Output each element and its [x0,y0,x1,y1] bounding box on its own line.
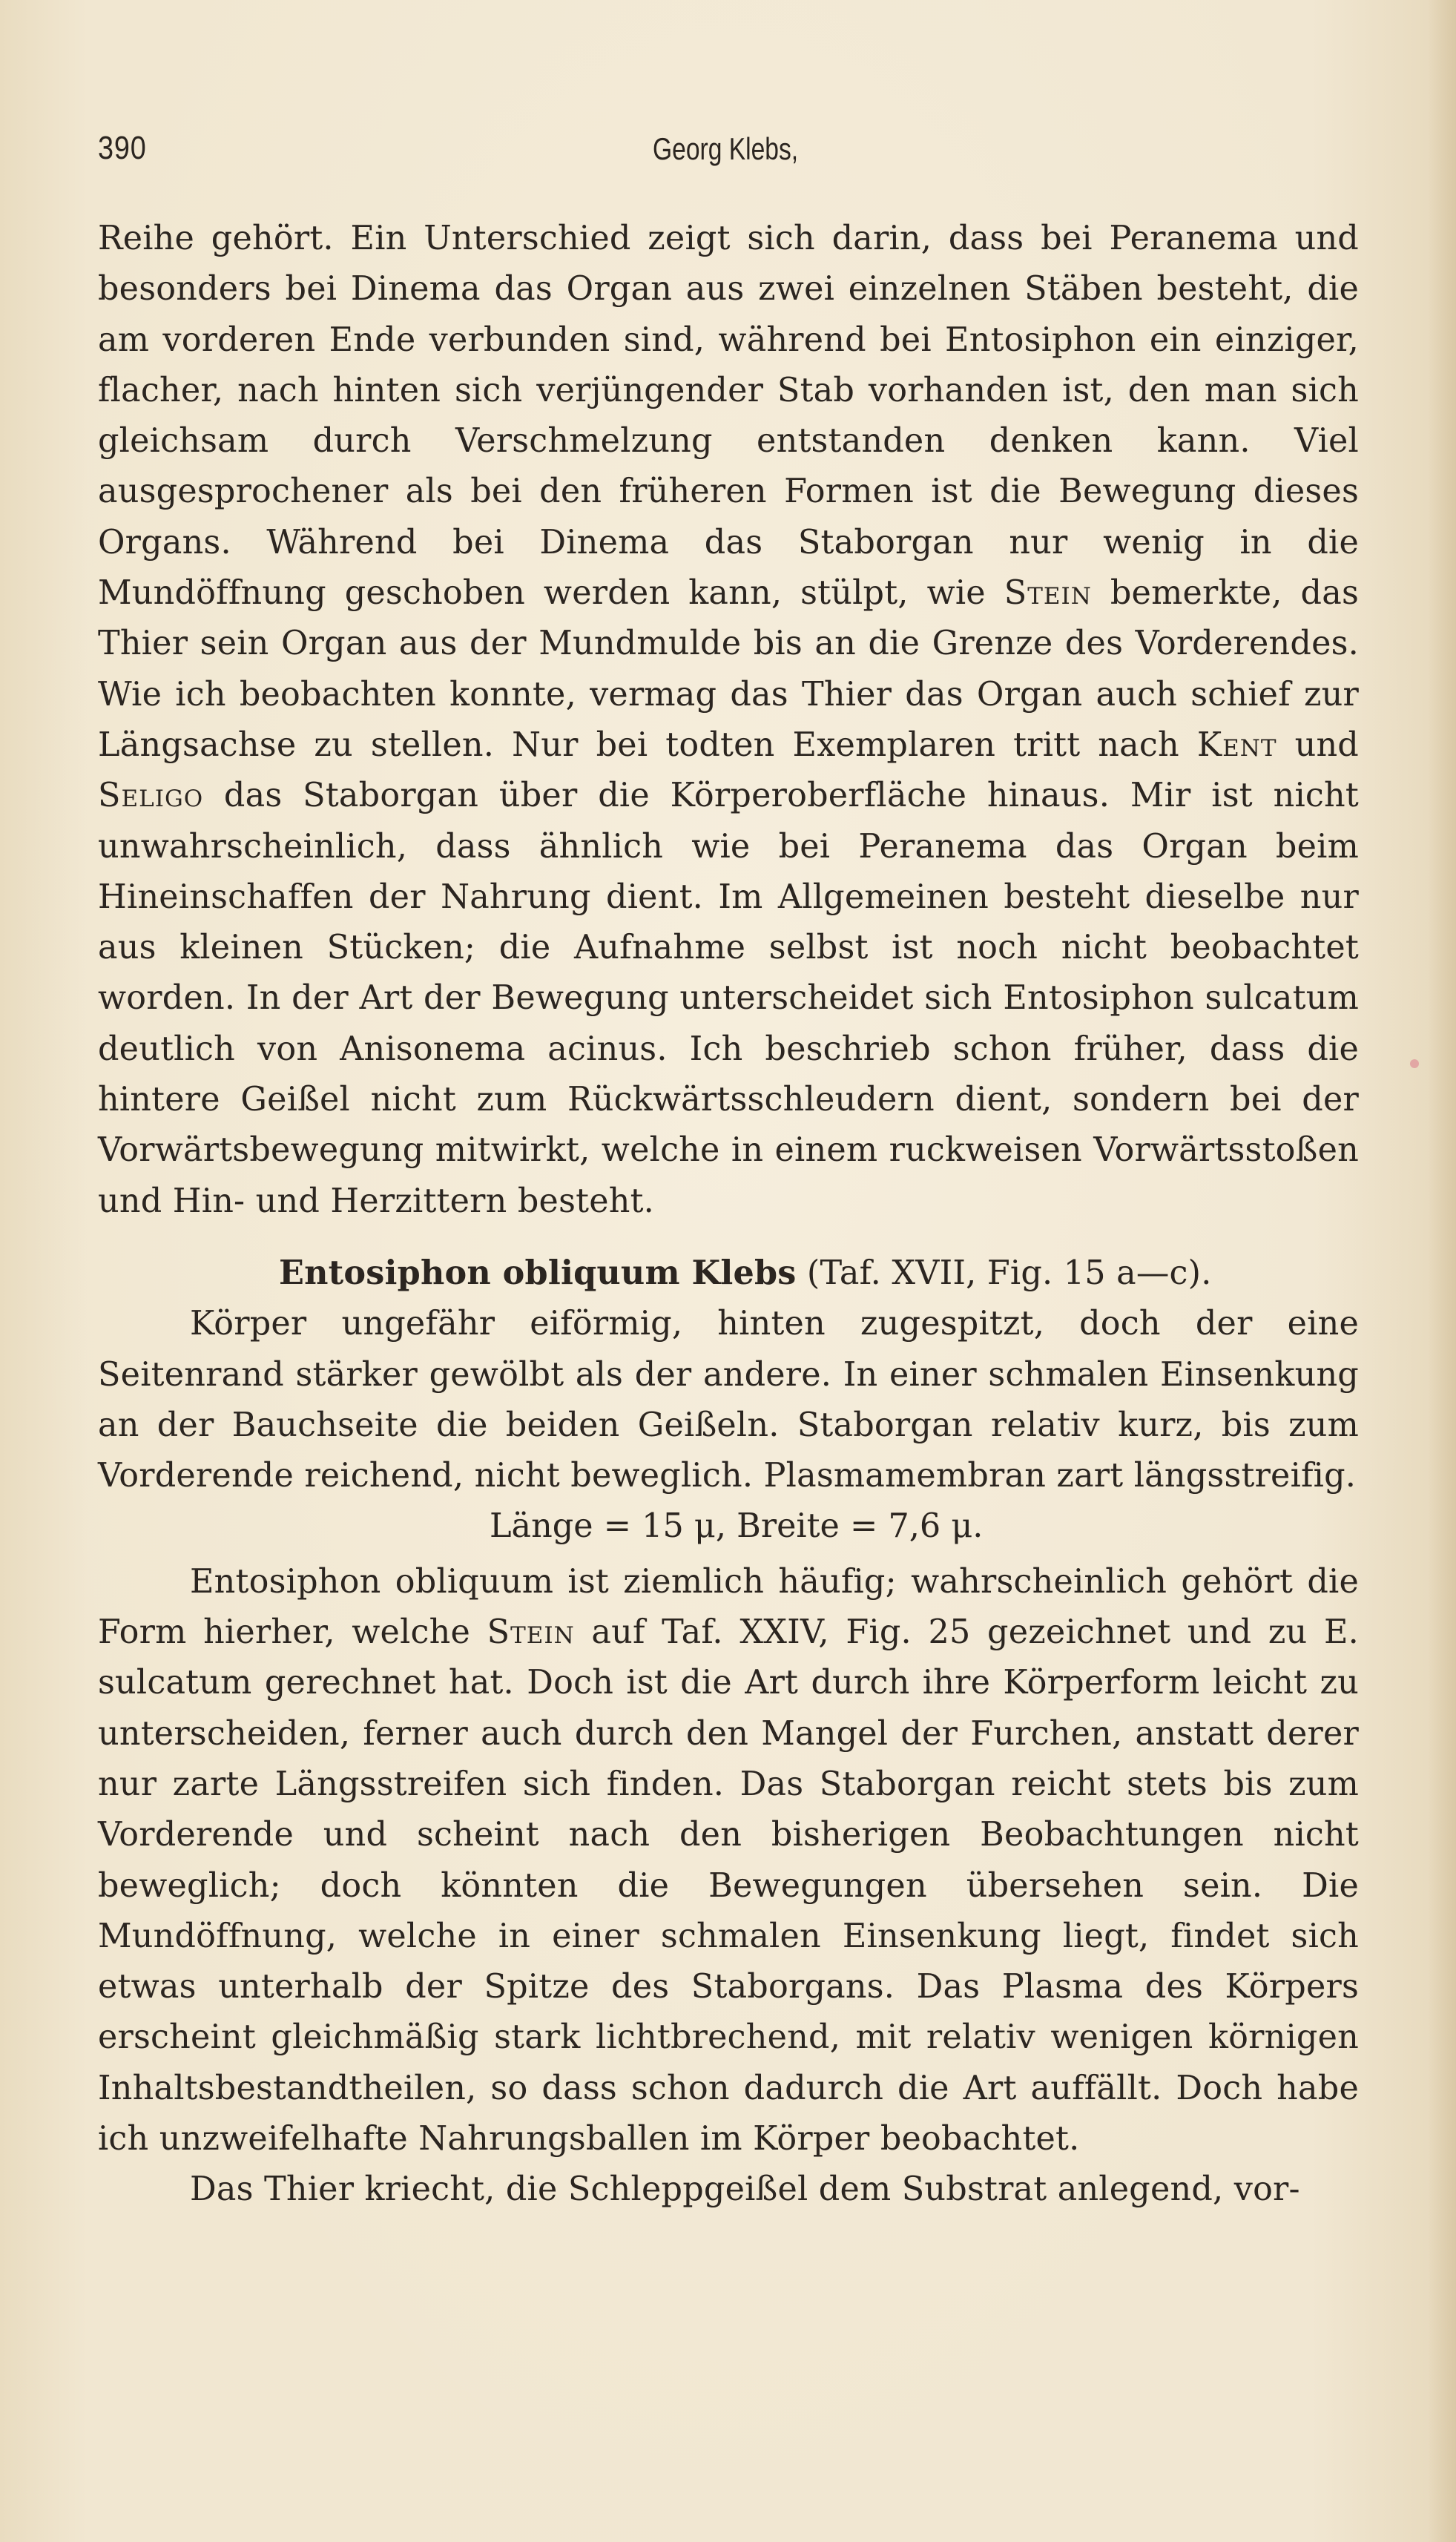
author-name-seligo: Seligo [98,777,204,815]
running-head: Georg Klebs, [653,131,799,166]
paragraph-3 [98,1557,1359,2165]
measurement-formula: Länge = 15 μ, Breite = 7,6 μ. [490,1507,984,1546]
text-run: Entosiphon obliquum ist ziemlich häufig; wahrscheinlich gehört die Form hierher, welche [98,1562,1359,1652]
paragraph-1 [98,214,1359,1227]
text-run: bemerkte, das Thier sein Organ aus der Mundmulde bis an die Grenze des Vorderendes. Wie ich beobachten konnte, vermag das Thier das Organ auch schief zur Längsachse zu stellen. Nur bei todten Exemplaren tritt nach [98,574,1359,764]
author-name-stein: Stein [1004,574,1092,613]
species-name: Entosiphon obliquum Klebs [279,1253,797,1292]
body-text [98,214,1359,2216]
figure-reference: (Taf. XVII, Fig. 15 a—c). [796,1254,1212,1292]
author-name-stein: Stein [487,1613,575,1652]
text-run: das Staborgan über die Körperoberfläche hinaus. Mir ist nicht unwahrscheinlich, dass ähnlich wie bei Peranema das Organ beim Hineinschaffen der Nahrung dient. Im Allgemeinen besteht dieselbe nur aus kleinen Stücken; die Aufnahme selbst ist noch nicht beobachtet worden. In der Art der Bewegung unterscheidet sich Entosiphon sulcatum deutlich von Anisonema acinus. Ich beschrieb schon früher, dass die hintere Geißel nicht zum Rückwärtsschleudern dient, sondern bei der Vorwärtsbewegung mitwirkt, welche in einem ruckweisen Vorwärtsstoßen und Hin- und Herzittern besteht. [98,777,1359,1220]
species-heading [98,1248,1359,1299]
page-edge-shadow [1428,0,1456,2542]
paragraph-4: Das Thier kriecht, die Schleppgeißel dem Substrat anlegend, vor- [190,2170,1300,2209]
paragraph-description: Körper ungefähr eiförmig, hinten zugespitzt, doch der eine Seitenrand stärker gewölbt als der andere. In einer schmalen Einsenkung an der Bauchseite die beiden Geißeln. Staborgan relativ kurz, bis zum Vorderende reichend, nicht beweglich. Plasmamembran zart längsstreifig. [98,1305,1359,1495]
text-run: auf Taf. XXIV, Fig. 25 gezeichnet und zu E. sulcatum gerechnet hat. Doch ist die Art durch ihre Körperform leicht zu unterscheiden, ferner auch durch den Mangel der Furchen, anstatt derer nur zarte Längsstreifen sich finden. Das Staborgan reicht stets bis zum Vorderende und scheint nach den bisherigen Beobachtungen nicht beweglich; doch könnten die Bewegungen übersehen sein. Die Mundöffnung, welche in einer schmalen Einsenkung liegt, findet sich etwas unterhalb der Spitze des Staborgans. Das Plasma des Körpers erscheint gleichmäßig stark lichtbrechend, mit relativ wenigen körnigen Inhaltsbestandtheilen, so dass schon dadurch die Art auffällt. Doch habe ich unzweifelhafte Nahrungsballen im Körper beobachtet. [98,1613,1359,2158]
ink-spot [1410,1059,1419,1068]
text-run: und [1277,725,1359,764]
page-header [98,130,1359,174]
text-run: Reihe gehört. Ein Unterschied zeigt sich darin, dass bei Peranema und besonders bei Dinema das Organ aus zwei einzelnen Stäben besteht, die am vorderen Ende verbunden sind, während bei Entosiphon ein einziger, flacher, nach hinten sich verjüngender Stab vorhanden ist, den man sich gleichsam durch Verschmelzung entstanden denken kann. Viel ausgesprochener als bei den früheren Formen ist die Bewegung dieses Organs. Während bei Dinema das Staborgan nur wenig in die Mundöffnung geschoben werden kann, stülpt, wie [98,220,1359,613]
author-name-kent: Kent [1196,725,1277,764]
page-number: 390 [98,130,147,166]
